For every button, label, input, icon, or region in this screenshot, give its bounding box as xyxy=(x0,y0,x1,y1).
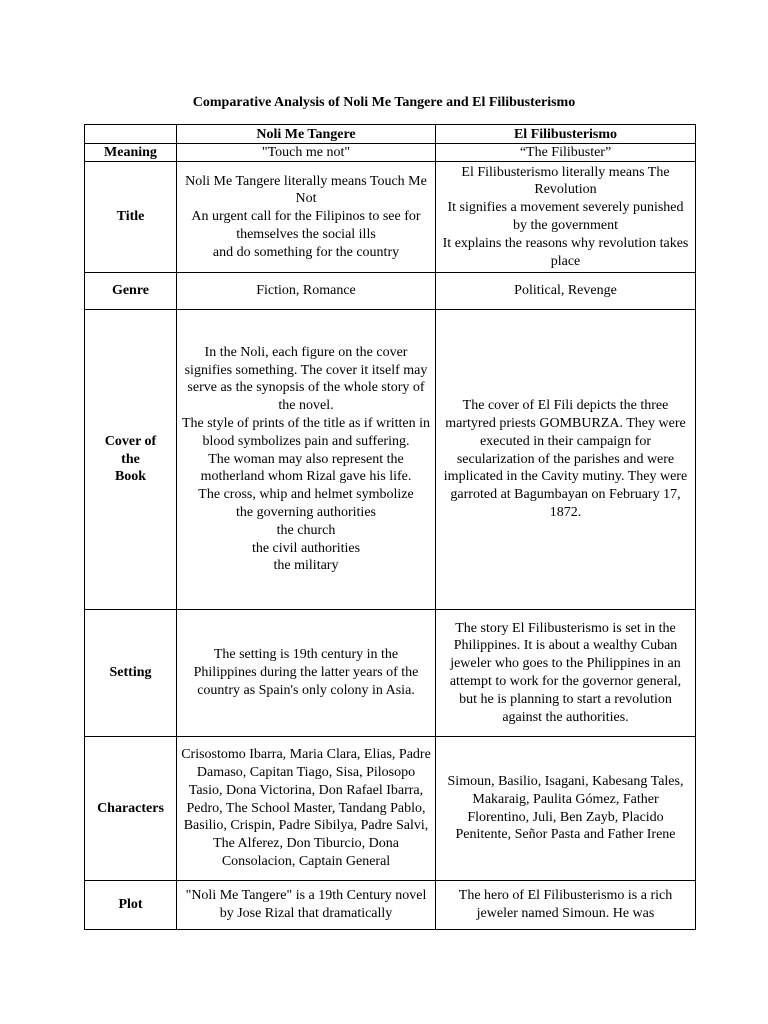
title-noli-line: Noli Me Tangere literally means Touch Me Not xyxy=(185,173,427,207)
setting-noli-text: The setting is 19th century in the Philippines during the latter years of the country as Spain's only colony in Asia. xyxy=(193,647,419,698)
title-noli-line: An urgent call for the Filipinos to see for themselves the social ills xyxy=(191,209,421,242)
cover-label-line: Book xyxy=(114,469,147,485)
cover-noli-cell xyxy=(177,310,436,610)
characters-fili-cell xyxy=(436,737,696,881)
table-row-plot xyxy=(85,881,696,930)
comparison-table xyxy=(84,124,696,930)
setting-fili-cell xyxy=(436,610,696,737)
row-label-meaning: Meaning xyxy=(85,144,177,162)
cover-noli-line: the governing authorities xyxy=(236,504,376,520)
genre-fili-cell xyxy=(436,273,696,310)
plot-fili-cell xyxy=(436,881,696,930)
title-noli-cell xyxy=(177,162,436,273)
row-label-characters: Characters xyxy=(85,737,177,881)
title-fili-line: El Filibusterismo literally means The Revolution xyxy=(461,164,670,198)
cover-noli-line: the civil authorities xyxy=(251,540,361,556)
table-row-title xyxy=(85,162,696,273)
cover-noli-line: the military xyxy=(273,558,339,574)
plot-fili-text: The hero of El Filibusterismo is a rich jeweler named Simoun. He was xyxy=(458,888,673,921)
table-row-setting xyxy=(85,610,696,737)
meaning-noli-cell xyxy=(177,144,436,162)
row-label-setting: Setting xyxy=(85,610,177,737)
plot-noli-cell xyxy=(177,881,436,930)
cover-noli-line: the church xyxy=(276,522,336,538)
row-label-title: Title xyxy=(85,162,177,273)
setting-noli-cell xyxy=(177,610,436,737)
row-label-cover xyxy=(85,310,177,610)
row-label-plot: Plot xyxy=(85,881,177,930)
genre-noli-text: Fiction, Romance xyxy=(256,283,356,299)
cover-label-line: Cover of xyxy=(104,433,157,449)
cover-label-line: the xyxy=(121,451,140,467)
meaning-fili-cell xyxy=(436,144,696,162)
cover-noli-line: The cross, whip and helmet symbolize xyxy=(198,487,414,503)
header-empty-cell xyxy=(85,125,177,144)
table-row-meaning xyxy=(85,144,696,162)
setting-fili-text: The story El Filibusterismo is set in the Philippines. It is about a wealthy Cuban jeweler who goes to the Philippines in an attempt to work for the governor general, but he is planning to start a revolution against the authorities. xyxy=(449,620,682,725)
cover-noli-line: The style of prints of the title as if written in blood symbolizes pain and suffering. xyxy=(181,416,431,449)
meaning-noli-text: "Touch me not" xyxy=(261,145,351,160)
plot-noli-text: "Noli Me Tangere" is a 19th Century novel by Jose Rizal that dramatically xyxy=(185,888,427,921)
title-fili-line: It explains the reasons why revolution takes place xyxy=(442,235,689,269)
table-row-cover xyxy=(85,310,696,610)
genre-fili-text: Political, Revenge xyxy=(514,283,617,299)
cover-noli-line: In the Noli, each figure on the cover signifies something. The cover it itself may serve as the synopsis of the whole story of the novel. xyxy=(184,344,428,414)
genre-noli-cell xyxy=(177,273,436,310)
title-fili-line: It signifies a movement severely punished by the government xyxy=(447,200,684,233)
title-noli-line: and do something for the country xyxy=(212,244,400,260)
characters-noli-text: Crisostomo Ibarra, Maria Clara, Elias, Padre Damaso, Capitan Tiago, Sisa, Pilosopo Tasio, Dona Victorina, Don Rafael Ibarra, Pedro, The School Master, Tandang Pablo, Basilio, Crispin, Padre Sibilya, Padre Salvi, The Alferez, Don Tiburcio, Dona Consolacion, Captain General xyxy=(181,747,431,869)
row-label-genre: Genre xyxy=(85,273,177,310)
cover-noli-line: The woman may also represent the motherland whom Rizal gave his life. xyxy=(200,451,412,485)
document-title: Comparative Analysis of Noli Me Tangere and El Filibusterismo xyxy=(192,95,576,110)
cover-fili-cell xyxy=(436,310,696,610)
characters-noli-cell xyxy=(177,737,436,881)
header-fili: El Filibusterismo xyxy=(436,125,696,144)
table-row-genre xyxy=(85,273,696,310)
table-row-characters xyxy=(85,737,696,881)
header-noli: Noli Me Tangere xyxy=(177,125,436,144)
title-fili-cell xyxy=(436,162,696,273)
table-header-row xyxy=(85,125,696,144)
characters-fili-text: Simoun, Basilio, Isagani, Kabesang Tales, Makaraig, Paulita Gómez, Father Florentino, Juli, Ben Zayb, Placido Penitente, Señor Pasta and Father Irene xyxy=(447,773,684,843)
meaning-fili-text: “The Filibuster” xyxy=(519,145,612,160)
cover-fili-text: The cover of El Fili depicts the three martyred priests GOMBURZA. They were executed in their campaign for secularization of the parishes and were implicated in the Cavity mutiny. They were garroted at Bagumbayan on February 17, 1872. xyxy=(443,398,688,520)
